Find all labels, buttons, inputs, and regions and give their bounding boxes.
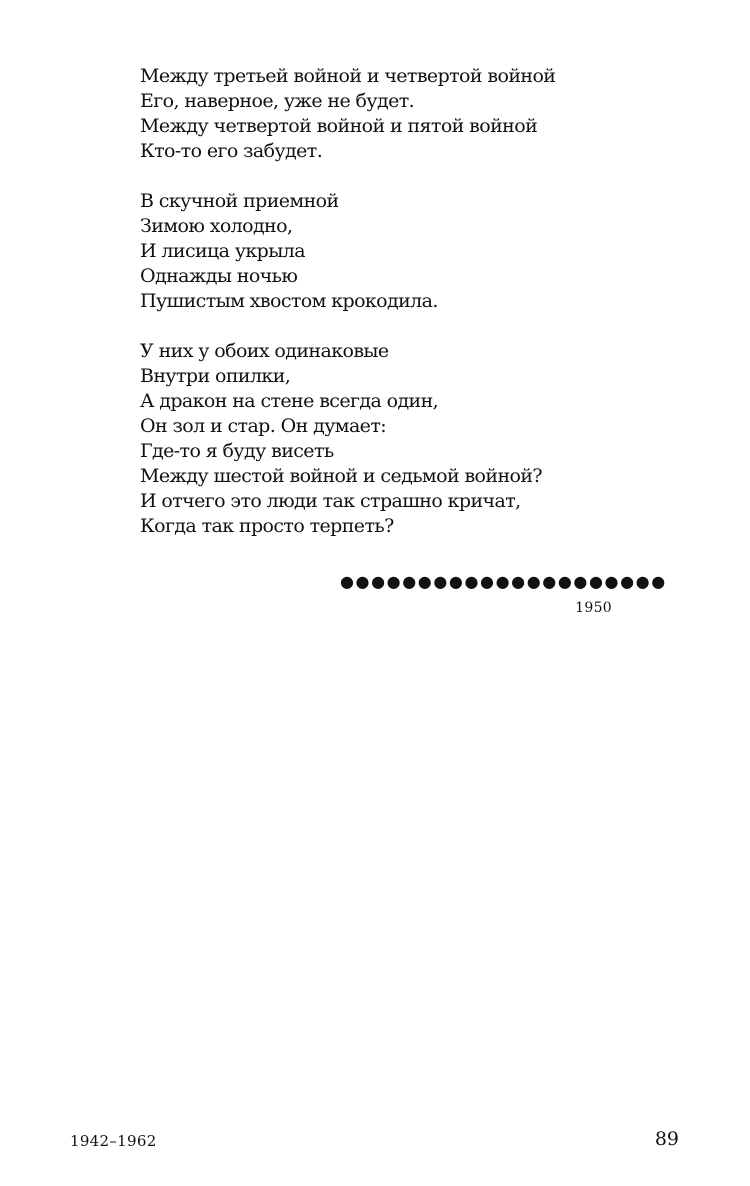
poem-date: 1950 (575, 600, 612, 616)
poem-line: Между четвертой войной и пятой войной (140, 115, 538, 137)
stanza-3 (140, 339, 620, 539)
poem-line: И отчего это люди так страшно кричат, (140, 490, 521, 512)
poem-line: А дракон на стене всегда один, (140, 390, 439, 412)
poem-line: И лисица укрыла (140, 240, 305, 262)
page-number: 89 (654, 1128, 679, 1150)
poem-line: Кто-то его забудет. (140, 140, 323, 162)
poem-line: Пушистым хвостом крокодила. (140, 290, 438, 312)
poem-line: Между шестой войной и седьмой войной? (140, 465, 543, 487)
stanza-1 (140, 64, 620, 164)
poem-line: Зимою холодно, (140, 215, 293, 237)
poem-line: Когда так просто терпеть? (140, 515, 394, 537)
poem-line: У них у обоих одинаковые (140, 340, 389, 362)
stanza-2 (140, 189, 620, 314)
poem (140, 64, 620, 564)
poem-line: Внутри опилки, (140, 365, 291, 387)
poem-line: Он зол и стар. Он думает: (140, 415, 387, 437)
poem-line: Где-то я буду висеть (140, 440, 334, 462)
running-footer-years: 1942–1962 (70, 1132, 157, 1150)
dotted-separator: ●●●●●●●●●●●●●●●●●●●●● (340, 572, 667, 591)
poem-line: Его, наверное, уже не будет. (140, 90, 415, 112)
poem-line: Между третьей войной и четвертой войной (140, 65, 556, 87)
poem-line: В скучной приемной (140, 190, 339, 212)
poem-line: Однажды ночью (140, 265, 298, 287)
